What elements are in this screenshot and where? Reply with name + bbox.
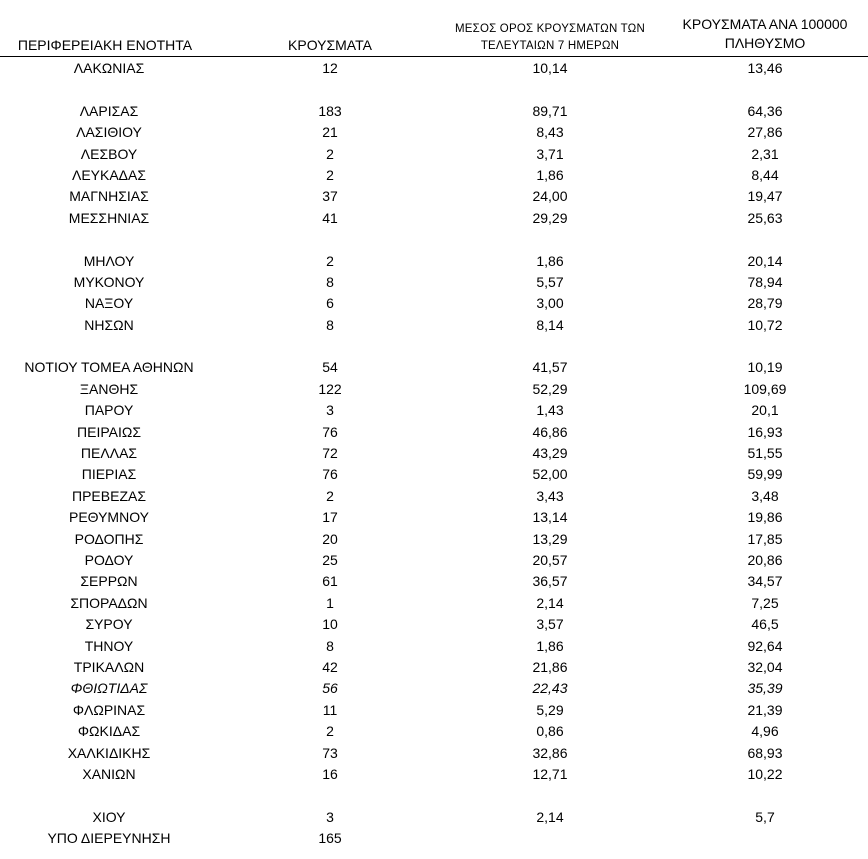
header-underline [0, 56, 868, 57]
header-region: ΠΕΡΙΦΕΡΕΙΑΚΗ ΕΝΟΤΗΤΑ [17, 37, 193, 53]
per-100000-cell: 92,64 [747, 637, 783, 654]
table-row [0, 357, 868, 378]
region-cell: ΠΕΙΡΑΙΩΣ [77, 423, 141, 440]
region-cell: ΠΙΕΡΙΑΣ [81, 466, 137, 483]
table-row [0, 379, 868, 400]
per-100000-cell: 35,39 [747, 680, 783, 697]
region-cell: ΧΑΝΙΩΝ [82, 765, 136, 782]
table-row [0, 443, 868, 464]
average-cell: 1,86 [536, 637, 564, 654]
table-row [0, 251, 868, 272]
table-row [0, 58, 868, 79]
region-cell: ΝΗΣΩΝ [84, 316, 134, 333]
per-100000-cell: 32,04 [747, 658, 783, 675]
table-row [0, 700, 868, 721]
average-cell: 21,86 [532, 658, 568, 675]
header-cases: ΚΡΟΥΣΜΑΤΑ [288, 37, 372, 53]
table-row [0, 636, 868, 657]
table-row [0, 529, 868, 550]
per-100000-cell: 10,72 [747, 316, 783, 333]
header-7day-average [430, 21, 670, 55]
average-cell: 12,71 [532, 765, 568, 782]
average-cell: 3,00 [536, 295, 564, 312]
per-100000-cell: 19,47 [747, 188, 783, 205]
average-cell: 5,57 [536, 273, 564, 290]
cases-cell: 20 [322, 530, 338, 547]
table-row [0, 464, 868, 485]
average-cell: 36,57 [532, 573, 568, 590]
table-row [0, 272, 868, 293]
per-100000-cell: 2,31 [751, 145, 779, 162]
per-100000-cell: 25,63 [747, 209, 783, 226]
per-100000-cell: 78,94 [747, 273, 783, 290]
average-cell: 1,43 [536, 402, 564, 419]
average-cell: 0,86 [536, 723, 564, 740]
region-cell: ΜΕΣΣΗΝΙΑΣ [68, 209, 150, 226]
cases-cell: 41 [322, 209, 338, 226]
region-cell: ΦΛΩΡΙΝΑΣ [72, 701, 146, 718]
average-cell: 22,43 [532, 680, 568, 697]
table-row [0, 678, 868, 699]
cases-cell: 76 [322, 466, 338, 483]
cases-cell: 72 [322, 445, 338, 462]
cases-cell: 17 [322, 509, 338, 526]
per-100000-cell: 7,25 [751, 594, 779, 611]
table-row [0, 186, 868, 207]
average-cell: 1,86 [536, 166, 564, 183]
average-cell: 3,43 [536, 487, 564, 504]
per-100000-cell: 59,99 [747, 466, 783, 483]
region-cell: ΛΑΡΙΣΑΣ [79, 102, 139, 119]
cases-cell: 2 [326, 487, 334, 504]
average-cell: 2,14 [536, 808, 564, 825]
table-row [0, 571, 868, 592]
region-cell: ΦΩΚΙΔΑΣ [77, 723, 141, 740]
per-100000-cell: 21,39 [747, 701, 783, 718]
region-cell: ΥΠΟ ΔΙΕΡΕΥΝΗΣΗ [47, 830, 171, 847]
region-cell: ΜΥΚΟΝΟΥ [73, 273, 145, 290]
header-cases-per-100000 [655, 15, 868, 53]
table-row [0, 400, 868, 421]
region-cell: ΣΠΟΡΑΔΩΝ [70, 594, 148, 611]
region-cell: ΜΗΛΟΥ [83, 252, 135, 269]
header-cases-per-100000-line1: ΚΡΟΥΣΜΑΤΑ ΑΝΑ 100000 [682, 16, 848, 32]
region-cell: ΧΙΟΥ [92, 808, 126, 825]
region-cell: ΛΕΣΒΟΥ [80, 145, 138, 162]
table-row [0, 422, 868, 443]
per-100000-cell: 46,5 [751, 616, 779, 633]
table-row [0, 721, 868, 742]
region-cell: ΝΟΤΙΟΥ ΤΟΜΕΑ ΑΘΗΝΩΝ [24, 359, 194, 376]
cases-cell: 61 [322, 573, 338, 590]
average-cell: 52,29 [532, 380, 568, 397]
per-100000-cell: 20,86 [747, 551, 783, 568]
region-cell: ΛΑΣΙΘΙΟΥ [76, 124, 142, 141]
average-cell: 8,14 [536, 316, 564, 333]
average-cell: 20,57 [532, 551, 568, 568]
cases-cell: 54 [322, 359, 338, 376]
table-row [0, 165, 868, 186]
header-7day-average-line1: ΜΕΣΟΣ ΟΡΟΣ ΚΡΟΥΣΜΑΤΩΝ ΤΩΝ [455, 23, 645, 35]
per-100000-cell: 28,79 [747, 295, 783, 312]
spacer-row [0, 79, 868, 100]
cases-cell: 8 [326, 637, 334, 654]
average-cell: 13,14 [532, 509, 568, 526]
per-100000-cell: 5,7 [755, 808, 775, 825]
average-cell: 8,43 [536, 124, 564, 141]
table-row [0, 828, 868, 849]
per-100000-cell: 17,85 [747, 530, 783, 547]
cases-cell: 2 [326, 252, 334, 269]
cases-cell: 10 [322, 616, 338, 633]
table-row [0, 507, 868, 528]
table-row [0, 593, 868, 614]
region-cell: ΡΟΔΟΠΗΣ [74, 530, 144, 547]
cases-cell: 3 [326, 808, 334, 825]
cases-cell: 8 [326, 273, 334, 290]
per-100000-cell: 13,46 [747, 60, 783, 76]
cases-cell: 2 [326, 145, 334, 162]
cases-cell: 25 [322, 551, 338, 568]
table-row [0, 315, 868, 336]
per-100000-cell: 10,19 [747, 359, 783, 376]
per-100000-cell: 8,44 [751, 166, 779, 183]
cases-cell: 8 [326, 316, 334, 333]
per-100000-cell: 16,93 [747, 423, 783, 440]
table-row [0, 101, 868, 122]
table-row [0, 614, 868, 635]
average-cell: 41,57 [532, 359, 568, 376]
region-cell: ΛΕΥΚΑΔΑΣ [71, 166, 147, 183]
per-100000-cell: 19,86 [747, 509, 783, 526]
header-cases-per-100000-line2: ΠΛΗΘΥΣΜΟ [724, 35, 806, 51]
cases-cell: 2 [326, 723, 334, 740]
cases-cell: 122 [318, 380, 342, 397]
cases-cell: 37 [322, 188, 338, 205]
per-100000-cell: 51,55 [747, 445, 783, 462]
table-row [0, 550, 868, 571]
region-cell: ΣΕΡΡΩΝ [80, 573, 138, 590]
average-cell: 3,57 [536, 616, 564, 633]
per-100000-cell: 64,36 [747, 102, 783, 119]
average-cell: 13,29 [532, 530, 568, 547]
cases-cell: 56 [322, 680, 338, 697]
average-cell: 43,29 [532, 445, 568, 462]
cases-cell: 183 [318, 102, 342, 119]
per-100000-cell: 4,96 [751, 723, 779, 740]
average-cell: 32,86 [532, 744, 568, 761]
table-row [0, 743, 868, 764]
per-100000-cell: 3,48 [751, 487, 779, 504]
per-100000-cell: 109,69 [743, 380, 787, 397]
table-row [0, 486, 868, 507]
region-cell: ΛΑΚΩΝΙΑΣ [73, 60, 145, 76]
cases-cell: 11 [322, 701, 338, 718]
region-cell: ΡΟΔΟΥ [84, 551, 134, 568]
cases-cell: 165 [318, 830, 342, 847]
average-cell: 3,71 [536, 145, 564, 162]
table-row [0, 208, 868, 229]
per-100000-cell: 10,22 [747, 765, 783, 782]
region-cell: ΣΥΡΟΥ [85, 616, 133, 633]
average-cell: 29,29 [532, 209, 568, 226]
cases-cell: 16 [322, 765, 338, 782]
cases-cell: 3 [326, 402, 334, 419]
average-cell: 2,14 [536, 594, 564, 611]
per-100000-cell: 20,14 [747, 252, 783, 269]
spacer-row [0, 229, 868, 250]
region-cell: ΧΑΛΚΙΔΙΚΗΣ [67, 744, 151, 761]
region-cell: ΞΑΝΘΗΣ [79, 380, 139, 397]
table-row [0, 657, 868, 678]
cases-cell: 76 [322, 423, 338, 440]
average-cell: 24,00 [532, 188, 568, 205]
table-row [0, 807, 868, 828]
per-100000-cell: 27,86 [747, 124, 783, 141]
spacer-row [0, 785, 868, 806]
cases-cell: 2 [326, 166, 334, 183]
table-row [0, 764, 868, 785]
average-cell: 46,86 [532, 423, 568, 440]
region-cell: ΦΘΙΩΤΙΔΑΣ [70, 680, 148, 697]
region-cell: ΠΑΡΟΥ [84, 402, 134, 419]
spacer-row [0, 336, 868, 357]
per-100000-cell: 34,57 [747, 573, 783, 590]
average-cell: 89,71 [532, 102, 568, 119]
table-body [0, 58, 868, 849]
cases-cell: 12 [322, 60, 338, 76]
cases-cell: 1 [326, 594, 334, 611]
cases-cell: 73 [322, 744, 338, 761]
region-cell: ΝΑΞΟΥ [84, 295, 134, 312]
average-cell: 1,86 [536, 252, 564, 269]
table-row [0, 293, 868, 314]
region-cell: ΤΡΙΚΑΛΩΝ [73, 658, 145, 675]
average-cell: 5,29 [536, 701, 564, 718]
per-100000-cell: 68,93 [747, 744, 783, 761]
region-cell: ΠΡΕΒΕΖΑΣ [71, 487, 146, 504]
header-7day-average-line2: ΤΕΛΕΥΤΑΙΩΝ 7 ΗΜΕΡΩΝ [480, 40, 620, 52]
table-row [0, 122, 868, 143]
region-cell: ΜΑΓΝΗΣΙΑΣ [69, 188, 149, 205]
region-cell: ΡΕΘΥΜΝΟΥ [68, 509, 149, 526]
per-100000-cell: 20,1 [751, 402, 779, 419]
table-row [0, 144, 868, 165]
cases-cell: 42 [322, 658, 338, 675]
cases-cell: 21 [322, 124, 338, 141]
region-cell: ΤΗΝΟΥ [84, 637, 134, 654]
cases-cell: 6 [326, 295, 334, 312]
region-cell: ΠΕΛΛΑΣ [80, 445, 138, 462]
average-cell: 52,00 [532, 466, 568, 483]
average-cell: 10,14 [532, 60, 568, 76]
